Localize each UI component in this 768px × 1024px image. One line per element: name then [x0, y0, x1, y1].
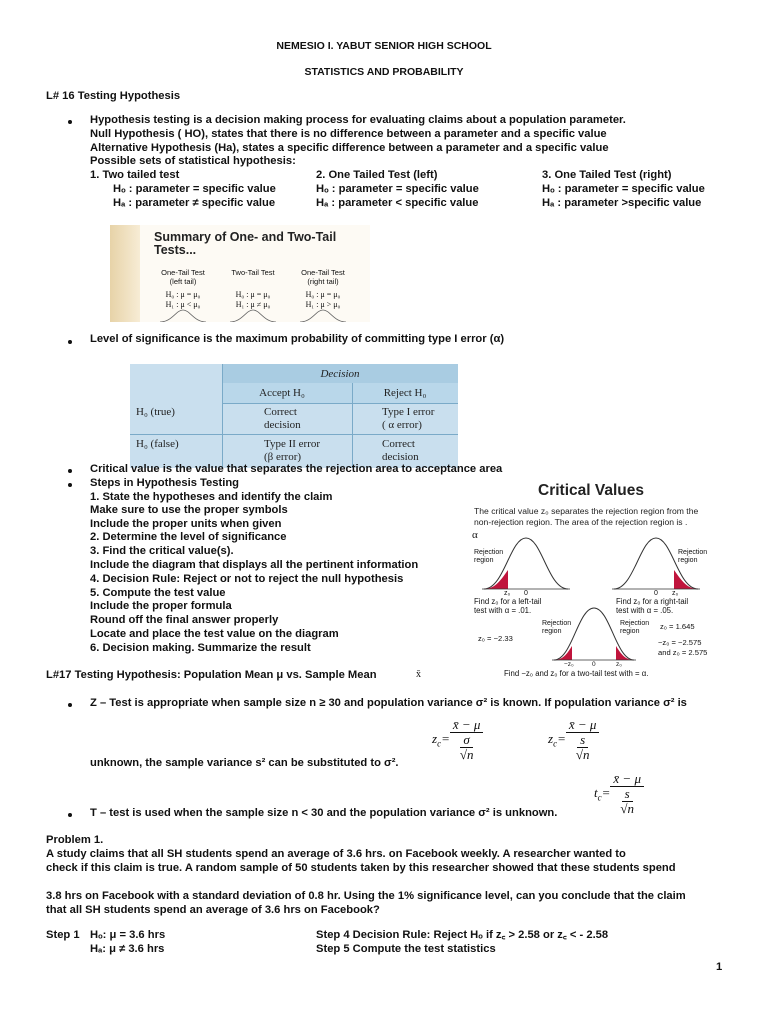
significance-text: Level of significance is the maximum probability of committing type I error (α)	[90, 333, 505, 345]
formula-den-bottom: √n	[459, 747, 474, 762]
lesson16-title: L# 16 Testing Hypothesis	[46, 90, 181, 102]
z-test-line-1: Z – Test is appropriate when sample size n ≥ 30 and population variance σ² is known. If population variance σ² is	[90, 697, 687, 709]
formula-den	[454, 733, 480, 762]
two-tail-curve	[230, 310, 276, 322]
decision-caption: Decision	[320, 368, 360, 380]
summary-figure	[110, 225, 370, 322]
problem-line: check if this claim is true. A random sample of 50 students taken by this researcher showed that these students spend	[46, 862, 676, 874]
cv-two-rejection-left	[554, 646, 572, 660]
summary-col2-label: Two-Tail Test	[231, 268, 275, 277]
critical-value-text: Critical value is the value that separates the rejection area to acceptance area	[90, 463, 503, 475]
step1-h0: Hₒ: μ = 3.6 hrs	[90, 929, 166, 941]
row-h0-true: H₀ (true)	[136, 406, 175, 418]
cv-title: Critical Values	[538, 482, 644, 499]
cv-left-z0: z₀	[504, 590, 511, 597]
cv-rej-right: Rejection region	[678, 549, 708, 564]
t-test-text: T – test is used when the sample size n < 30 and the population variance σ² is unknown.	[90, 807, 558, 819]
formula-fraction	[566, 718, 600, 762]
cell-type1: Type I error	[382, 406, 435, 418]
formula-num: x̄ − μ	[610, 772, 644, 787]
summary-col3-h1: H₁ : μ > μ₀	[305, 300, 341, 309]
row-h0-false: H₀ (false)	[136, 438, 179, 450]
cell-correct-1: Correct	[264, 406, 297, 418]
bullet-dot	[68, 120, 72, 124]
step-line: 4. Decision Rule: Reject or not to reject the null hypothesis	[90, 573, 404, 585]
test-h0-2: Hₒ : parameter = specific value	[316, 183, 479, 195]
steps-title: Steps in Hypothesis Testing	[90, 477, 239, 489]
cv-left-rejection	[484, 570, 508, 589]
cv-two-zero: 0	[592, 661, 596, 668]
page-number: 1	[716, 961, 723, 973]
cv-desc-2: non-rejection region. The area of the rejection region is .	[474, 517, 688, 527]
step-line: Include the diagram that displays all the pertinent information	[90, 559, 419, 571]
cv-two-z0: z₀	[616, 661, 622, 668]
cv-left-cap-1: Find z₀ for a left-tail	[474, 597, 542, 606]
lesson17-title: L#17 Testing Hypothesis: Population Mean μ vs. Sample Mean	[46, 669, 377, 681]
formula-den-bottom: √n	[620, 801, 635, 816]
formula-den-top: s	[622, 787, 633, 802]
step5-text: Step 5 Compute the test statistics	[316, 943, 496, 955]
cv-two-neg-z0: −z₀	[564, 661, 574, 668]
cv-left-zero: 0	[524, 590, 528, 597]
cv-right-z-value-2: −z₀ = −2.575	[658, 638, 702, 647]
formula-fraction	[610, 772, 644, 816]
formula-den-bottom: √n	[575, 747, 590, 762]
intro-line-1: Hypothesis testing is a decision making process for evaluating claims about a population parameter.	[90, 114, 626, 126]
z-test-line-2: unknown, the sample variance s² can be substituted to σ².	[90, 757, 399, 769]
summary-col1-label: One-Tail Test	[161, 268, 205, 277]
critical-values-figure	[464, 478, 712, 682]
formula-inner-fraction	[617, 787, 637, 816]
col-accept-h0: Accept H₀	[259, 387, 305, 399]
summary-title-2: Tests...	[154, 243, 197, 257]
intro-line-2: Null Hypothesis ( HO), states that there is no difference between a parameter and a specific value	[90, 128, 607, 140]
summary-col3-h0: H₀ : μ = μ₀	[305, 290, 341, 299]
cv-rej-left: Rejection region	[474, 549, 504, 564]
cv-right-rejection	[674, 570, 698, 589]
cv-right-cap-1: Find z₀ for a right-tail	[616, 597, 689, 606]
summary-col3-sublabel: (right tail)	[307, 277, 339, 286]
formula-lhs: t	[594, 784, 598, 800]
summary-col2-h1: H₁ : μ ≠ μ₀	[235, 300, 271, 309]
cv-right-z-value-3: and z₀ = 2.575	[658, 648, 708, 657]
test-h0-3: Hₒ : parameter = specific value	[542, 183, 705, 195]
formula-lhs: z	[432, 730, 438, 746]
summary-col1-h1: H₁ : μ < μ₀	[165, 300, 201, 309]
cv-right-z-value-1: z₀ = 1.645	[660, 622, 695, 631]
formula-den	[570, 733, 596, 762]
cv-rej-two-right: Rejection region	[620, 620, 650, 635]
cv-right-zero: 0	[654, 590, 658, 597]
cv-right-cap-2: test with α = .05.	[616, 606, 674, 615]
cv-two-rejection-right	[616, 646, 634, 660]
cv-bottom-caption: Find −z₀ and z₀ for a two-tail test with = α.	[504, 669, 649, 678]
bullet-dot	[68, 483, 72, 487]
cv-rej-two-left: Rejection region	[542, 620, 572, 635]
formula-sub: c	[597, 792, 602, 803]
cell-correct-2: Correct	[382, 438, 415, 450]
cv-desc-1: The critical value z₀ separates the rejection region from the	[474, 506, 699, 516]
test-title-3: 3. One Tailed Test (right)	[542, 169, 672, 181]
cell-decision-1: decision	[264, 419, 301, 431]
step-line: Make sure to use the proper symbols	[90, 504, 288, 516]
problem-line: that all SH students spend an average of 3.6 hrs on Facebook?	[46, 904, 380, 916]
lesson17-xbar: x̄	[416, 669, 421, 680]
step-line: 6. Decision making. Summarize the result	[90, 642, 311, 654]
step4-text: Step 4 Decision Rule: Reject Hₒ if z꜀ > 2.58 or z꜀ < - 2.58	[316, 929, 609, 941]
formula-zc-s: $z_c=$ $\frac{x̄ - \mu}{\frac{s}{√n}}$	[548, 718, 599, 762]
formula-sub: c	[437, 738, 442, 749]
col-divider	[222, 364, 223, 468]
subject-title: STATISTICS AND PROBABILITY	[304, 66, 464, 78]
cell-alpha-error: ( α error)	[382, 419, 422, 431]
step1-label: Step 1	[46, 929, 80, 941]
cv-alpha: α	[472, 529, 478, 541]
summary-col1-sublabel: (left tail)	[169, 277, 197, 286]
summary-col3-label: One-Tail Test	[301, 268, 345, 277]
formula-tc: $t_c=$ $\frac{x̄ - \mu}{\frac{s}{√n}}$	[594, 772, 644, 816]
row-divider	[130, 434, 458, 435]
summary-col1-h0: H₀ : μ = μ₀	[165, 290, 201, 299]
bullet-dot	[68, 469, 72, 473]
test-ha-1: Hₐ : parameter ≠ specific value	[113, 197, 276, 209]
test-title-1: 1. Two tailed test	[90, 169, 180, 181]
school-name: NEMESIO I. YABUT SENIOR HIGH SCHOOL	[276, 40, 492, 52]
formula-inner-fraction	[573, 733, 593, 762]
cell-beta-error: (β error)	[264, 451, 302, 463]
cell-type2: Type II error	[264, 438, 321, 450]
intro-line-4: Possible sets of statistical hypothesis:	[90, 155, 296, 167]
formula-den	[614, 787, 640, 816]
formula-num: x̄ − μ	[450, 718, 484, 733]
step-line: 3. Find the critical value(s).	[90, 545, 234, 557]
test-ha-3: Hₐ : parameter >specific value	[542, 197, 702, 209]
step1-ha: Hₐ: μ ≠ 3.6 hrs	[90, 943, 165, 955]
step-line: 5. Compute the test value	[90, 587, 226, 599]
cv-left-cap-2: test with α = .01.	[474, 606, 532, 615]
formula-sub: c	[553, 738, 558, 749]
test-ha-2: Hₐ : parameter < specific value	[316, 197, 479, 209]
problem-line: 3.8 hrs on Facebook with a standard deviation of 0.8 hr. Using the 1% significance level, can you conclude that the claim	[46, 890, 686, 902]
formula-lhs: z	[548, 730, 554, 746]
col-divider	[352, 383, 353, 468]
formula-zc-sigma: $z_c=$ $\frac{x̄ - \mu}{\frac{\sigma}{√n}}$	[432, 718, 483, 762]
step-line: Include the proper formula	[90, 600, 232, 612]
right-tail-curve	[300, 310, 346, 322]
cv-left-z-value: z₀ = −2.33	[478, 634, 513, 643]
formula-num: x̄ − μ	[566, 718, 600, 733]
step-line: 1. State the hypotheses and identify the claim	[90, 491, 333, 503]
formula-fraction	[450, 718, 484, 762]
test-title-2: 2. One Tailed Test (left)	[316, 169, 438, 181]
bullet-dot	[68, 703, 72, 707]
bullet-dot	[68, 340, 72, 344]
problem-title: Problem 1.	[46, 834, 104, 846]
summary-title-1: Summary of One- and Two-Tail	[154, 230, 337, 244]
col-reject-h0: Reject H₀	[383, 387, 427, 399]
decision-table	[130, 364, 458, 468]
step-line: Include the proper units when given	[90, 518, 282, 530]
step-line: 2. Determine the level of significance	[90, 531, 287, 543]
formula-den-top: σ	[460, 733, 472, 748]
problem-line: A study claims that all SH students spend an average of 3.6 hrs. on Facebook weekly. A researcher wanted to	[46, 848, 626, 860]
test-h0-1: Hₒ : parameter = specific value	[113, 183, 276, 195]
intro-line-3: Alternative Hypothesis (Ha), states a specific difference between a parameter and a specific value	[90, 142, 609, 154]
summary-curves	[110, 307, 370, 322]
left-tail-curve	[160, 310, 206, 322]
cv-right-z0: z₀	[672, 590, 679, 597]
step-line: Round off the final answer properly	[90, 614, 279, 626]
formula-den-top: s	[577, 733, 588, 748]
bullet-dot	[68, 813, 72, 817]
step-line: Locate and place the test value on the diagram	[90, 628, 339, 640]
cell-decision-2: decision	[382, 451, 419, 463]
summary-col2-h0: H₀ : μ = μ₀	[235, 290, 271, 299]
formula-inner-fraction	[457, 733, 477, 762]
